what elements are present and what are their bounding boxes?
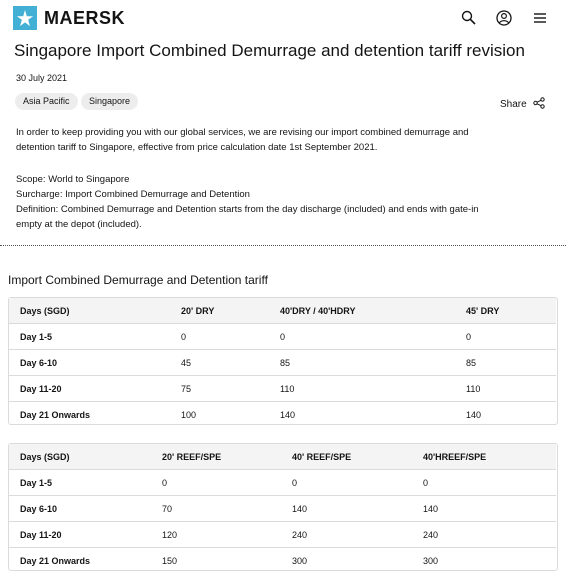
share-icon bbox=[533, 97, 545, 112]
table-cell: 140 bbox=[466, 409, 482, 420]
site-header bbox=[0, 0, 566, 36]
table-cell: 140 bbox=[280, 409, 296, 420]
table-header: Days (SGD) bbox=[9, 298, 181, 324]
table-cell: 300 bbox=[423, 555, 439, 566]
menu-icon[interactable] bbox=[531, 9, 549, 27]
tariff-section-title: Import Combined Demurrage and Detention tariff bbox=[8, 273, 268, 287]
table-cell: 100 bbox=[181, 409, 197, 420]
user-icon[interactable] bbox=[495, 9, 513, 27]
intro-line-1: In order to keep providing you with our global services, we are revising our import combined demurrage and bbox=[16, 127, 469, 138]
intro-paragraph bbox=[16, 125, 536, 155]
details-paragraph bbox=[16, 172, 536, 232]
table-cell: 140 bbox=[423, 496, 556, 522]
table-cell: 85 bbox=[280, 350, 466, 376]
table-row bbox=[9, 402, 556, 428]
tag-asia-pacific[interactable]: Asia Pacific bbox=[15, 93, 78, 110]
table-header: 45' DRY bbox=[466, 298, 556, 324]
table-row bbox=[9, 548, 556, 574]
table-header: 40'HREEF/SPE bbox=[423, 444, 556, 470]
table-cell: Day 11-20 bbox=[9, 522, 162, 548]
table-row bbox=[9, 376, 556, 402]
table-cell: 110 bbox=[466, 376, 556, 402]
publish-date: 30 July 2021 bbox=[16, 73, 68, 83]
table-row bbox=[9, 496, 556, 522]
table-cell: 110 bbox=[280, 376, 466, 402]
table-cell: 0 bbox=[280, 324, 466, 350]
page-title: Singapore Import Combined Demurrage and detention tariff revision bbox=[14, 41, 525, 60]
share-label: Share bbox=[500, 99, 527, 110]
table-cell: 150 bbox=[162, 555, 178, 566]
table-cell: 0 bbox=[423, 470, 556, 496]
table-cell: 0 bbox=[292, 470, 423, 496]
dry-tariff-table bbox=[9, 298, 556, 427]
table-header: 20' DRY bbox=[181, 298, 280, 324]
table-header: 20' REEF/SPE bbox=[162, 444, 292, 470]
table-cell: 70 bbox=[162, 496, 292, 522]
table-cell: 0 bbox=[181, 324, 280, 350]
table-cell: 85 bbox=[466, 350, 556, 376]
table-row bbox=[9, 522, 556, 548]
share-button[interactable] bbox=[500, 97, 545, 112]
table-cell: 45 bbox=[181, 350, 280, 376]
section-divider bbox=[0, 245, 566, 246]
definition-line-2: empty at the depot (included). bbox=[16, 219, 142, 230]
table-cell: 120 bbox=[162, 522, 292, 548]
table-header: 40' REEF/SPE bbox=[292, 444, 423, 470]
table-cell: Day 11-20 bbox=[9, 376, 181, 402]
table-cell: Day 6-10 bbox=[9, 496, 162, 522]
table-row bbox=[9, 350, 556, 376]
table-cell: 75 bbox=[181, 376, 280, 402]
table-cell: Day 1-5 bbox=[9, 470, 162, 496]
definition-line-1: Definition: Combined Demurrage and Detention starts from the day discharge (included) and ends with gate-in bbox=[16, 204, 479, 215]
table-cell: 0 bbox=[466, 324, 556, 350]
table-header: 40'DRY / 40'HDRY bbox=[280, 298, 466, 324]
table-cell: 0 bbox=[162, 470, 292, 496]
search-icon[interactable] bbox=[460, 9, 478, 27]
table-row bbox=[9, 470, 556, 496]
intro-line-2: detention tariff to Singapore, effective from price calculation date 1st September 2021. bbox=[16, 142, 378, 153]
maersk-logo[interactable] bbox=[13, 6, 125, 30]
table-row bbox=[9, 324, 556, 350]
tag-singapore[interactable]: Singapore bbox=[81, 93, 138, 110]
surcharge-text: Surcharge: Import Combined Demurrage and Detention bbox=[16, 189, 250, 200]
brand-name: MAERSK bbox=[44, 7, 126, 28]
table-cell: 140 bbox=[292, 496, 423, 522]
table-cell: Day 1-5 bbox=[9, 324, 181, 350]
star-icon bbox=[13, 6, 37, 30]
table-cell: Day 21 Onwards bbox=[20, 409, 91, 420]
table-header-row bbox=[9, 298, 556, 324]
table-cell: 240 bbox=[292, 522, 423, 548]
table-cell: 300 bbox=[292, 555, 308, 566]
table-header-row bbox=[9, 444, 556, 470]
scope-text: Scope: World to Singapore bbox=[16, 174, 130, 185]
table-header: Days (SGD) bbox=[9, 444, 162, 470]
table-cell: Day 6-10 bbox=[9, 350, 181, 376]
table-cell: 240 bbox=[423, 522, 556, 548]
table-cell: Day 21 Onwards bbox=[20, 555, 91, 566]
reef-tariff-table bbox=[9, 444, 556, 573]
